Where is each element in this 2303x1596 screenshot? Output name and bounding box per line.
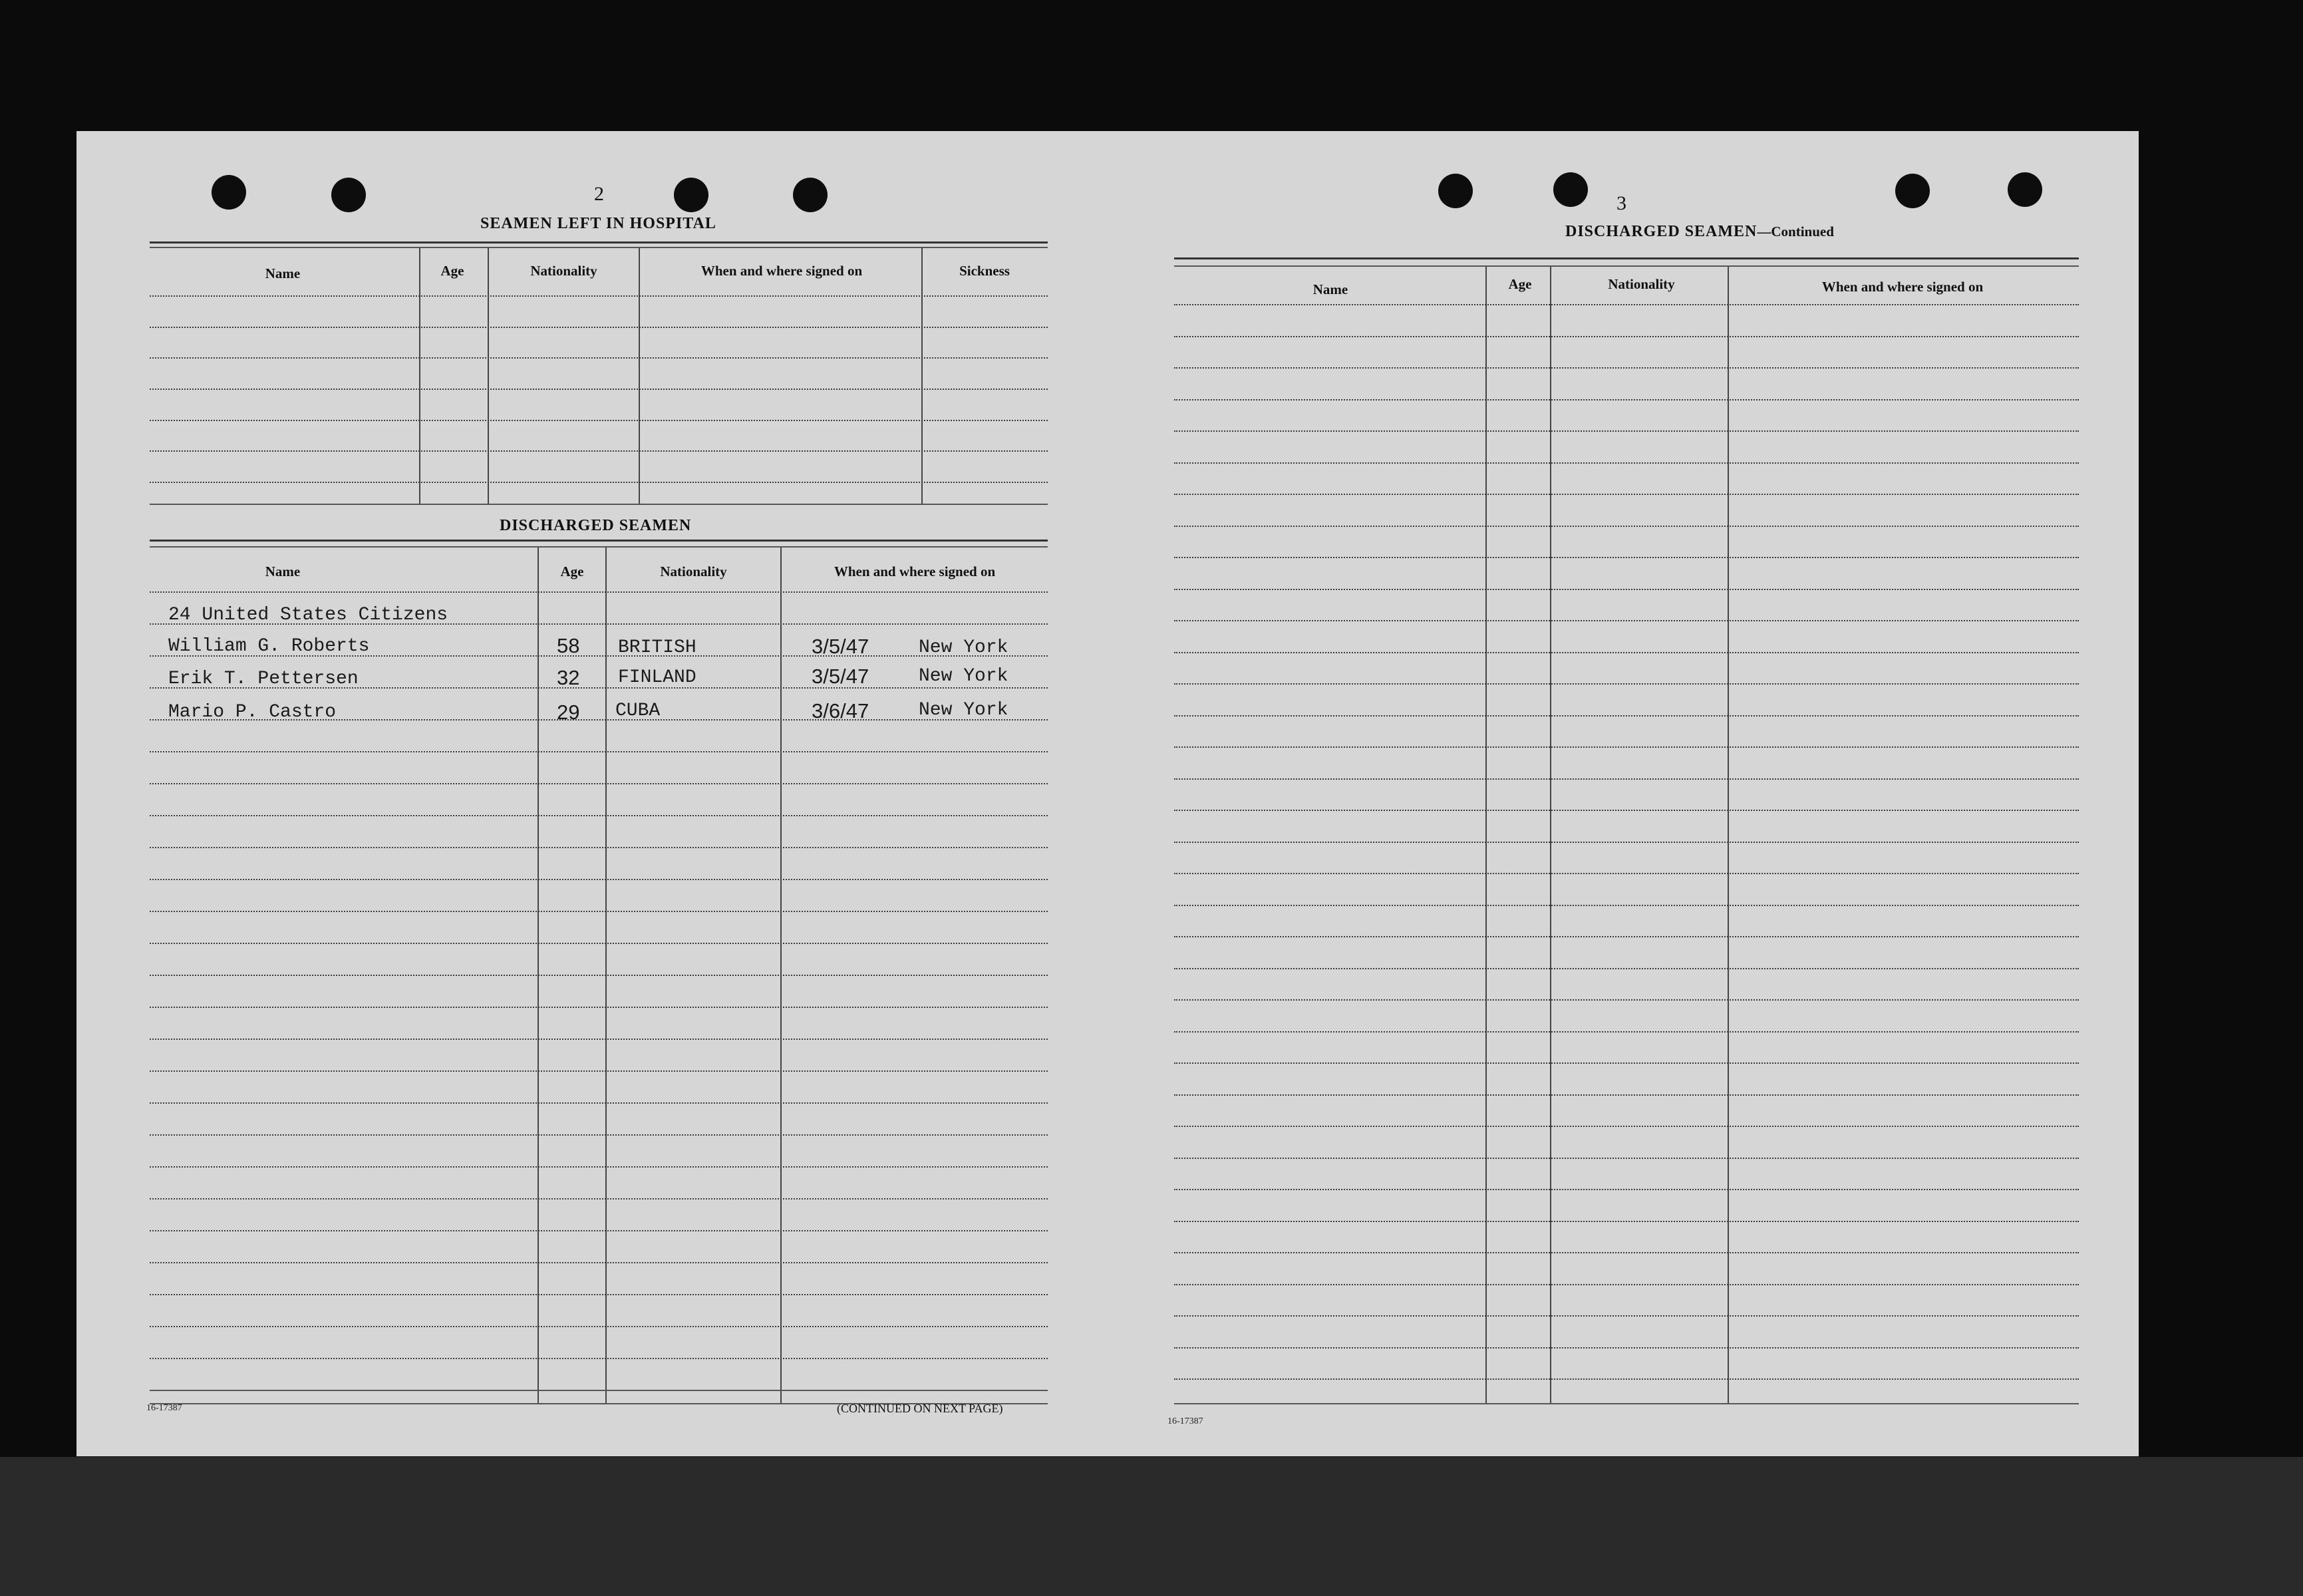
signed-on-date: 3/6/47 (812, 699, 869, 722)
page-number: 3 (1616, 192, 1626, 214)
discharged-continued-title (1565, 223, 1834, 241)
seaman-name: Erik T. Pettersen (168, 669, 359, 689)
seaman-age: 58 (557, 634, 580, 657)
seaman-nationality: BRITISH (618, 637, 696, 658)
title-text: DISCHARGED SEAMEN (1565, 223, 1758, 240)
column-header-name: Name (265, 265, 301, 281)
seaman-age: 29 (557, 701, 580, 724)
right-page (1101, 131, 2139, 1456)
left-page (77, 131, 1061, 1456)
form-number: 16-17387 (146, 1403, 182, 1413)
form-number: 16-17387 (1167, 1416, 1203, 1426)
column-header-nationality: Nationality (660, 563, 727, 579)
form-spread (77, 131, 2139, 1456)
seaman-nationality: FINLAND (618, 667, 696, 688)
column-header-age: Age (440, 263, 464, 279)
column-header-nationality: Nationality (530, 263, 597, 279)
seaman-age: 32 (557, 666, 580, 689)
page-number: 2 (594, 183, 604, 205)
citizens-note: 24 United States Citizens (168, 605, 448, 625)
seaman-nationality: CUBA (615, 701, 661, 721)
signed-on-date: 3/5/47 (812, 665, 869, 688)
signed-on-place: New York (919, 666, 1008, 687)
column-header-signed-on: When and where signed on (834, 563, 996, 579)
column-header-age: Age (560, 563, 584, 579)
discharged-section-title: DISCHARGED SEAMEN (500, 517, 692, 534)
column-header-name: Name (1312, 281, 1348, 297)
seaman-name: William G. Roberts (168, 636, 370, 657)
hospital-section-title: SEAMEN LEFT IN HOSPITAL (480, 215, 716, 232)
column-header-age: Age (1508, 276, 1532, 292)
discharged-table (150, 540, 1048, 1411)
signed-on-place: New York (919, 637, 1008, 658)
continued-footer: (CONTINUED ON NEXT PAGE) (837, 1402, 1003, 1415)
column-header-name: Name (265, 563, 301, 579)
column-header-sickness: Sickness (959, 263, 1010, 279)
title-suffix: —Continued (1757, 224, 1834, 239)
seaman-name: Mario P. Castro (168, 702, 337, 722)
discharged-continued-table (1174, 257, 2079, 1408)
column-header-signed-on: When and where signed on (700, 263, 863, 279)
scan-background-shade (0, 1457, 2303, 1596)
signed-on-place: New York (919, 700, 1008, 720)
column-header-nationality: Nationality (1608, 276, 1675, 292)
signed-on-date: 3/5/47 (812, 635, 869, 658)
column-header-signed-on: When and where signed on (1821, 279, 1984, 295)
